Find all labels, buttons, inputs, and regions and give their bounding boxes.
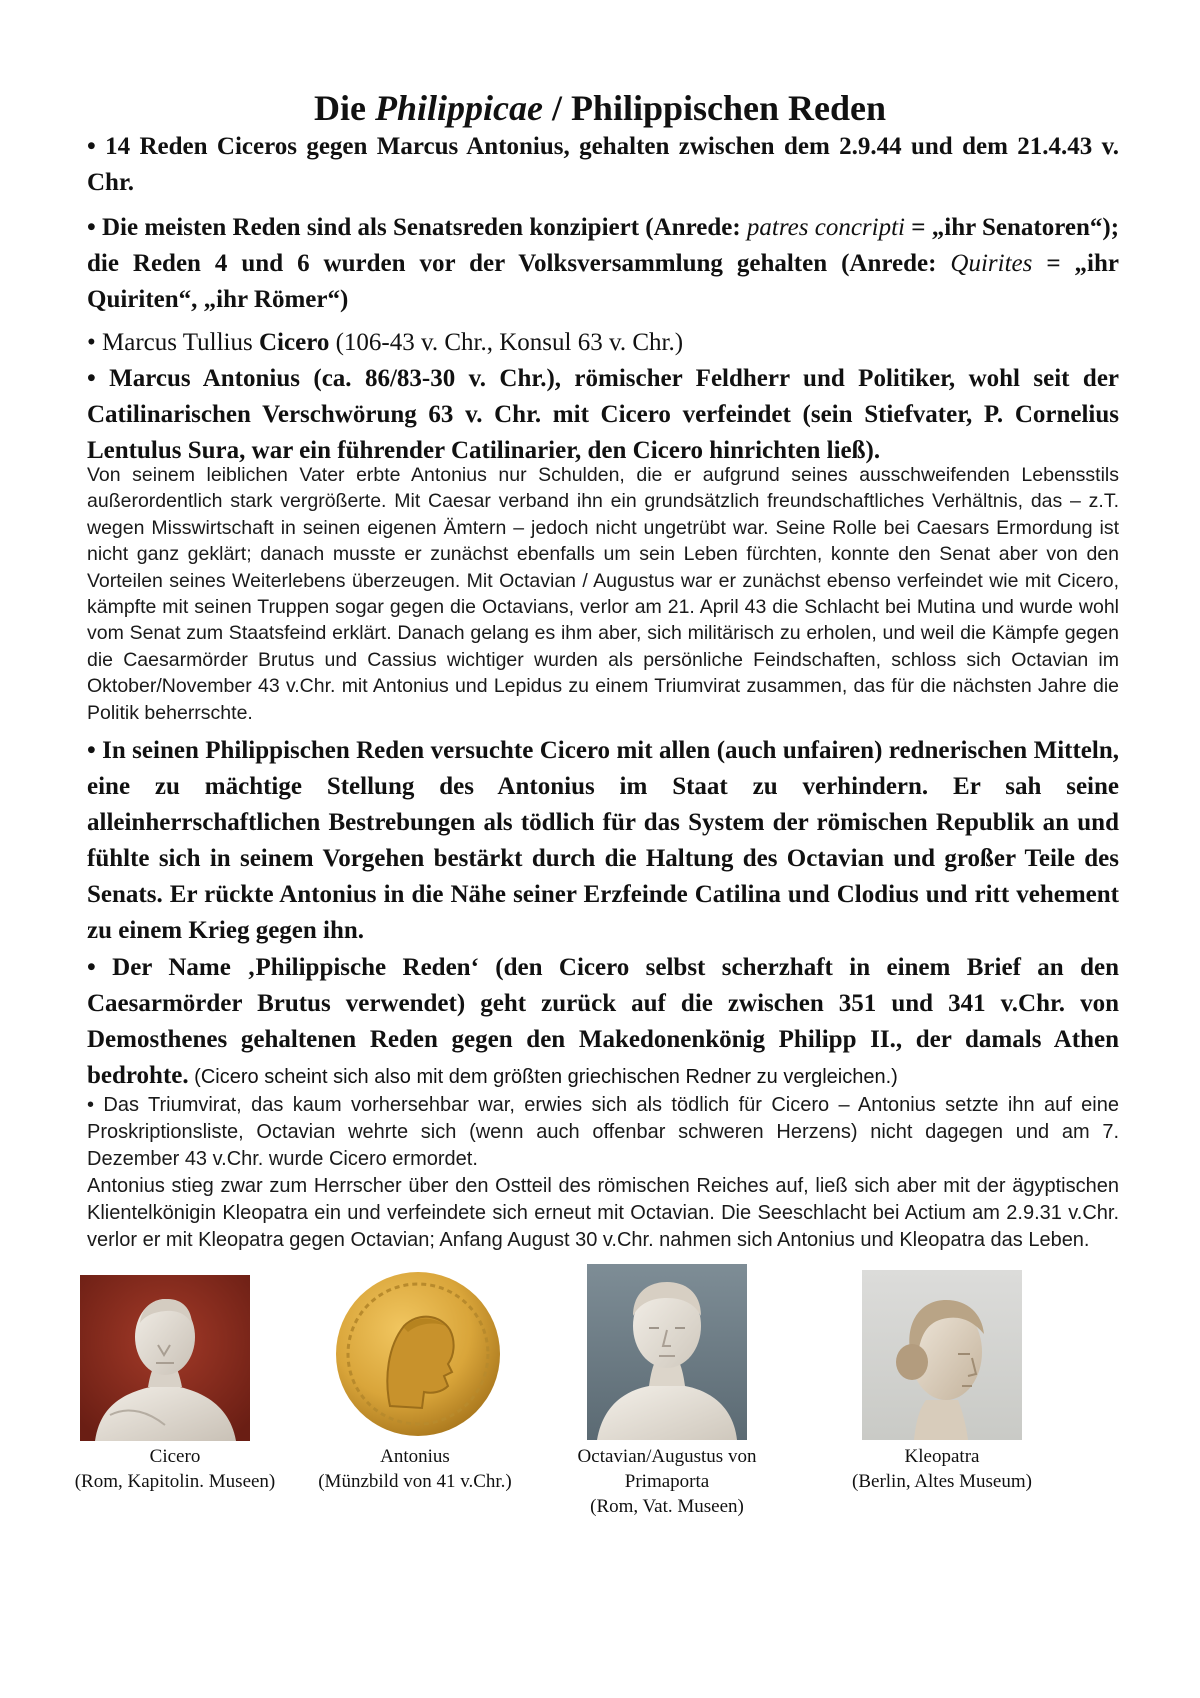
caption-antonius-location: (Münzbild von 41 v.Chr.) <box>318 1471 512 1492</box>
antonius-coin-image <box>332 1268 504 1440</box>
caption-kleopatra <box>836 1444 1048 1494</box>
page-title <box>0 86 1200 130</box>
p4-a: • Marcus <box>87 365 203 392</box>
paragraph-antonius-bio <box>87 361 1119 469</box>
paragraph-reden-count: • 14 Reden Ciceros gegen Marcus Antonius, gehalten zwischen dem 2.9.44 und dem 21.4.43 v. Chr. <box>87 133 1119 196</box>
p7-a: • Der Name ‚Philippische Reden‘ (den Cicero selbst scherzhaft in einem Brief an den Caesarmörder Brutus verwendet) geht zurück auf die zwischen 351 und 341 v.Chr. von Demosthenes gehaltenen Reden gegen den Makedonenkönig Philipp II., der damals Athen bedrohte. <box>87 954 1119 1089</box>
caption-antonius-name: Antonius <box>380 1446 450 1467</box>
p2-d: Quirites <box>950 250 1033 277</box>
paragraph-antonius-details: Von seinem leiblichen Vater erbte Antonius nur Schulden, die er aufgrund seines ausschweifenden Lebensstils außerordentlich stark vergrößerte. Mit Caesar verband ihn ein grundsätzlich freundschaftliches Verhältnis, das – z.T. wegen Misswirtschaft in seinen eigenen Ämtern – jedoch nicht ungetrübt war. Seine Rolle bei Caesars Ermordung ist nicht ganz geklärt; danach musste er zunächst ebenfalls um sein Leben fürchten, konnte den Senat aber von den Vorteilen seines Weiterlebens überzeugen. Mit Octavian / Augustus war er zunächst ebenso verfeindet wie mit Cicero, kämpfte mit seinen Truppen sogar gegen die Octavians, verlor am 21. April 43 die Schlacht bei Mutina und wurde wohl vom Senat zum Staatsfeind erklärt. Danach gelang es ihm aber, sich militärisch zu erholen, und weil die Kämpfe gegen die Caesarmörder Brutus und Cassius wichtiger wurden als persönliche Feindschaften, schloss sich Octavian im Oktober/November 43 v.Chr. mit Antonius und Lepidus zu einem Triumvirat zusammen, das für die nächsten Jahre die Politik beherrschte. <box>87 464 1119 724</box>
paragraph-anrede <box>87 210 1119 318</box>
p3-b: Cicero <box>259 329 330 356</box>
kleopatra-head-image <box>862 1270 1022 1440</box>
p7-b: (Cicero scheint sich also mit dem größten griechischen Redner zu vergleichen.) <box>188 1066 898 1088</box>
paragraph-cicero-bio <box>87 325 1119 361</box>
cicero-bust-image <box>80 1275 250 1441</box>
p2-c: = „ihr Senatoren“); die Reden 4 und 6 wurden vor der Volksversammlung gehalten (Anrede: <box>87 214 1120 277</box>
caption-augustus-name: Octavian/Augustus von Primaporta <box>577 1446 757 1492</box>
caption-augustus <box>536 1444 798 1519</box>
caption-cicero <box>70 1444 280 1494</box>
caption-cicero-name: Cicero <box>149 1446 201 1467</box>
paragraph-triumvirat: • Das Triumvirat, das kaum vorhersehbar war, erwies sich als tödlich für Cicero – Antonius setzte ihn auf eine Proskriptionsliste, Octavian wehrte sich (wenn auch offenbar schweren Herzens) nicht dagegen und am 7. Dezember 43 v.Chr. wurde Cicero ermordet. <box>87 1094 1119 1170</box>
caption-cicero-location: (Rom, Kapitolin. Museen) <box>74 1471 276 1492</box>
p2-e: = „ihr Quiriten“, „ihr Römer“) <box>87 250 1119 313</box>
p2-b: patres concripti <box>746 214 905 241</box>
paragraph-philippische-reden: • In seinen Philippischen Reden versuchte Cicero mit allen (auch unfairen) rednerischen Mitteln, eine zu mächtige Stellung des Antonius im Staat zu verhindern. Er sah seine alleinherrschaftlichen Bestrebungen als tödlich für das System der römischen Republik an und fühlte sich in seinem Vorgehen bestärkt durch die Haltung des Octavian und großer Teile des Senats. Er rückte Antonius in die Nähe seiner Erzfeinde Catilina und Clodius und ritt vehement zu einem Krieg gegen ihn. <box>87 737 1119 944</box>
augustus-bust-image <box>587 1264 747 1440</box>
title-part1: Die <box>313 88 375 128</box>
caption-antonius <box>310 1444 520 1494</box>
paragraph-actium: Antonius stieg zwar zum Herrscher über den Ostteil des römischen Reiches auf, ließ sich aber mit der ägyptischen Klientelkönigin Kleopatra ein und verfeindete sich erneut mit Octavian. Die Seeschlacht bei Actium am 2.9.31 v.Chr. verlor er mit Kleopatra gegen Octavian; Anfang August 30 v.Chr. nahmen sich Antonius und Kleopatra das Leben. <box>87 1175 1119 1251</box>
title-part2: / Philippischen Reden <box>542 88 887 128</box>
title-italic: Philippicae <box>374 88 543 128</box>
p3-a: • Marcus Tullius <box>87 329 259 356</box>
p4-c: (ca. 86/83-30 v. Chr.), römischer Feldherr und Politiker, wohl seit der Catilinarischen Verschwörung 63 v. Chr. mit Cicero verfeindet (sein Stiefvater, P. Cornelius Lentulus Sura, war ein führender Catilinarier, den Cicero hinrichten ließ). <box>87 365 1120 464</box>
p3-c: (106-43 v. Chr., Konsul 63 v. Chr.) <box>329 329 684 356</box>
p2-a: • Die meisten Reden sind als Senatsreden konzipiert (Anrede: <box>87 214 747 241</box>
caption-augustus-location: (Rom, Vat. Museen) <box>590 1496 744 1517</box>
paragraph-name-origin <box>87 950 1119 1095</box>
caption-kleopatra-location: (Berlin, Altes Museum) <box>852 1471 1032 1492</box>
caption-kleopatra-name: Kleopatra <box>904 1446 980 1467</box>
p4-b: Antonius <box>202 365 300 392</box>
